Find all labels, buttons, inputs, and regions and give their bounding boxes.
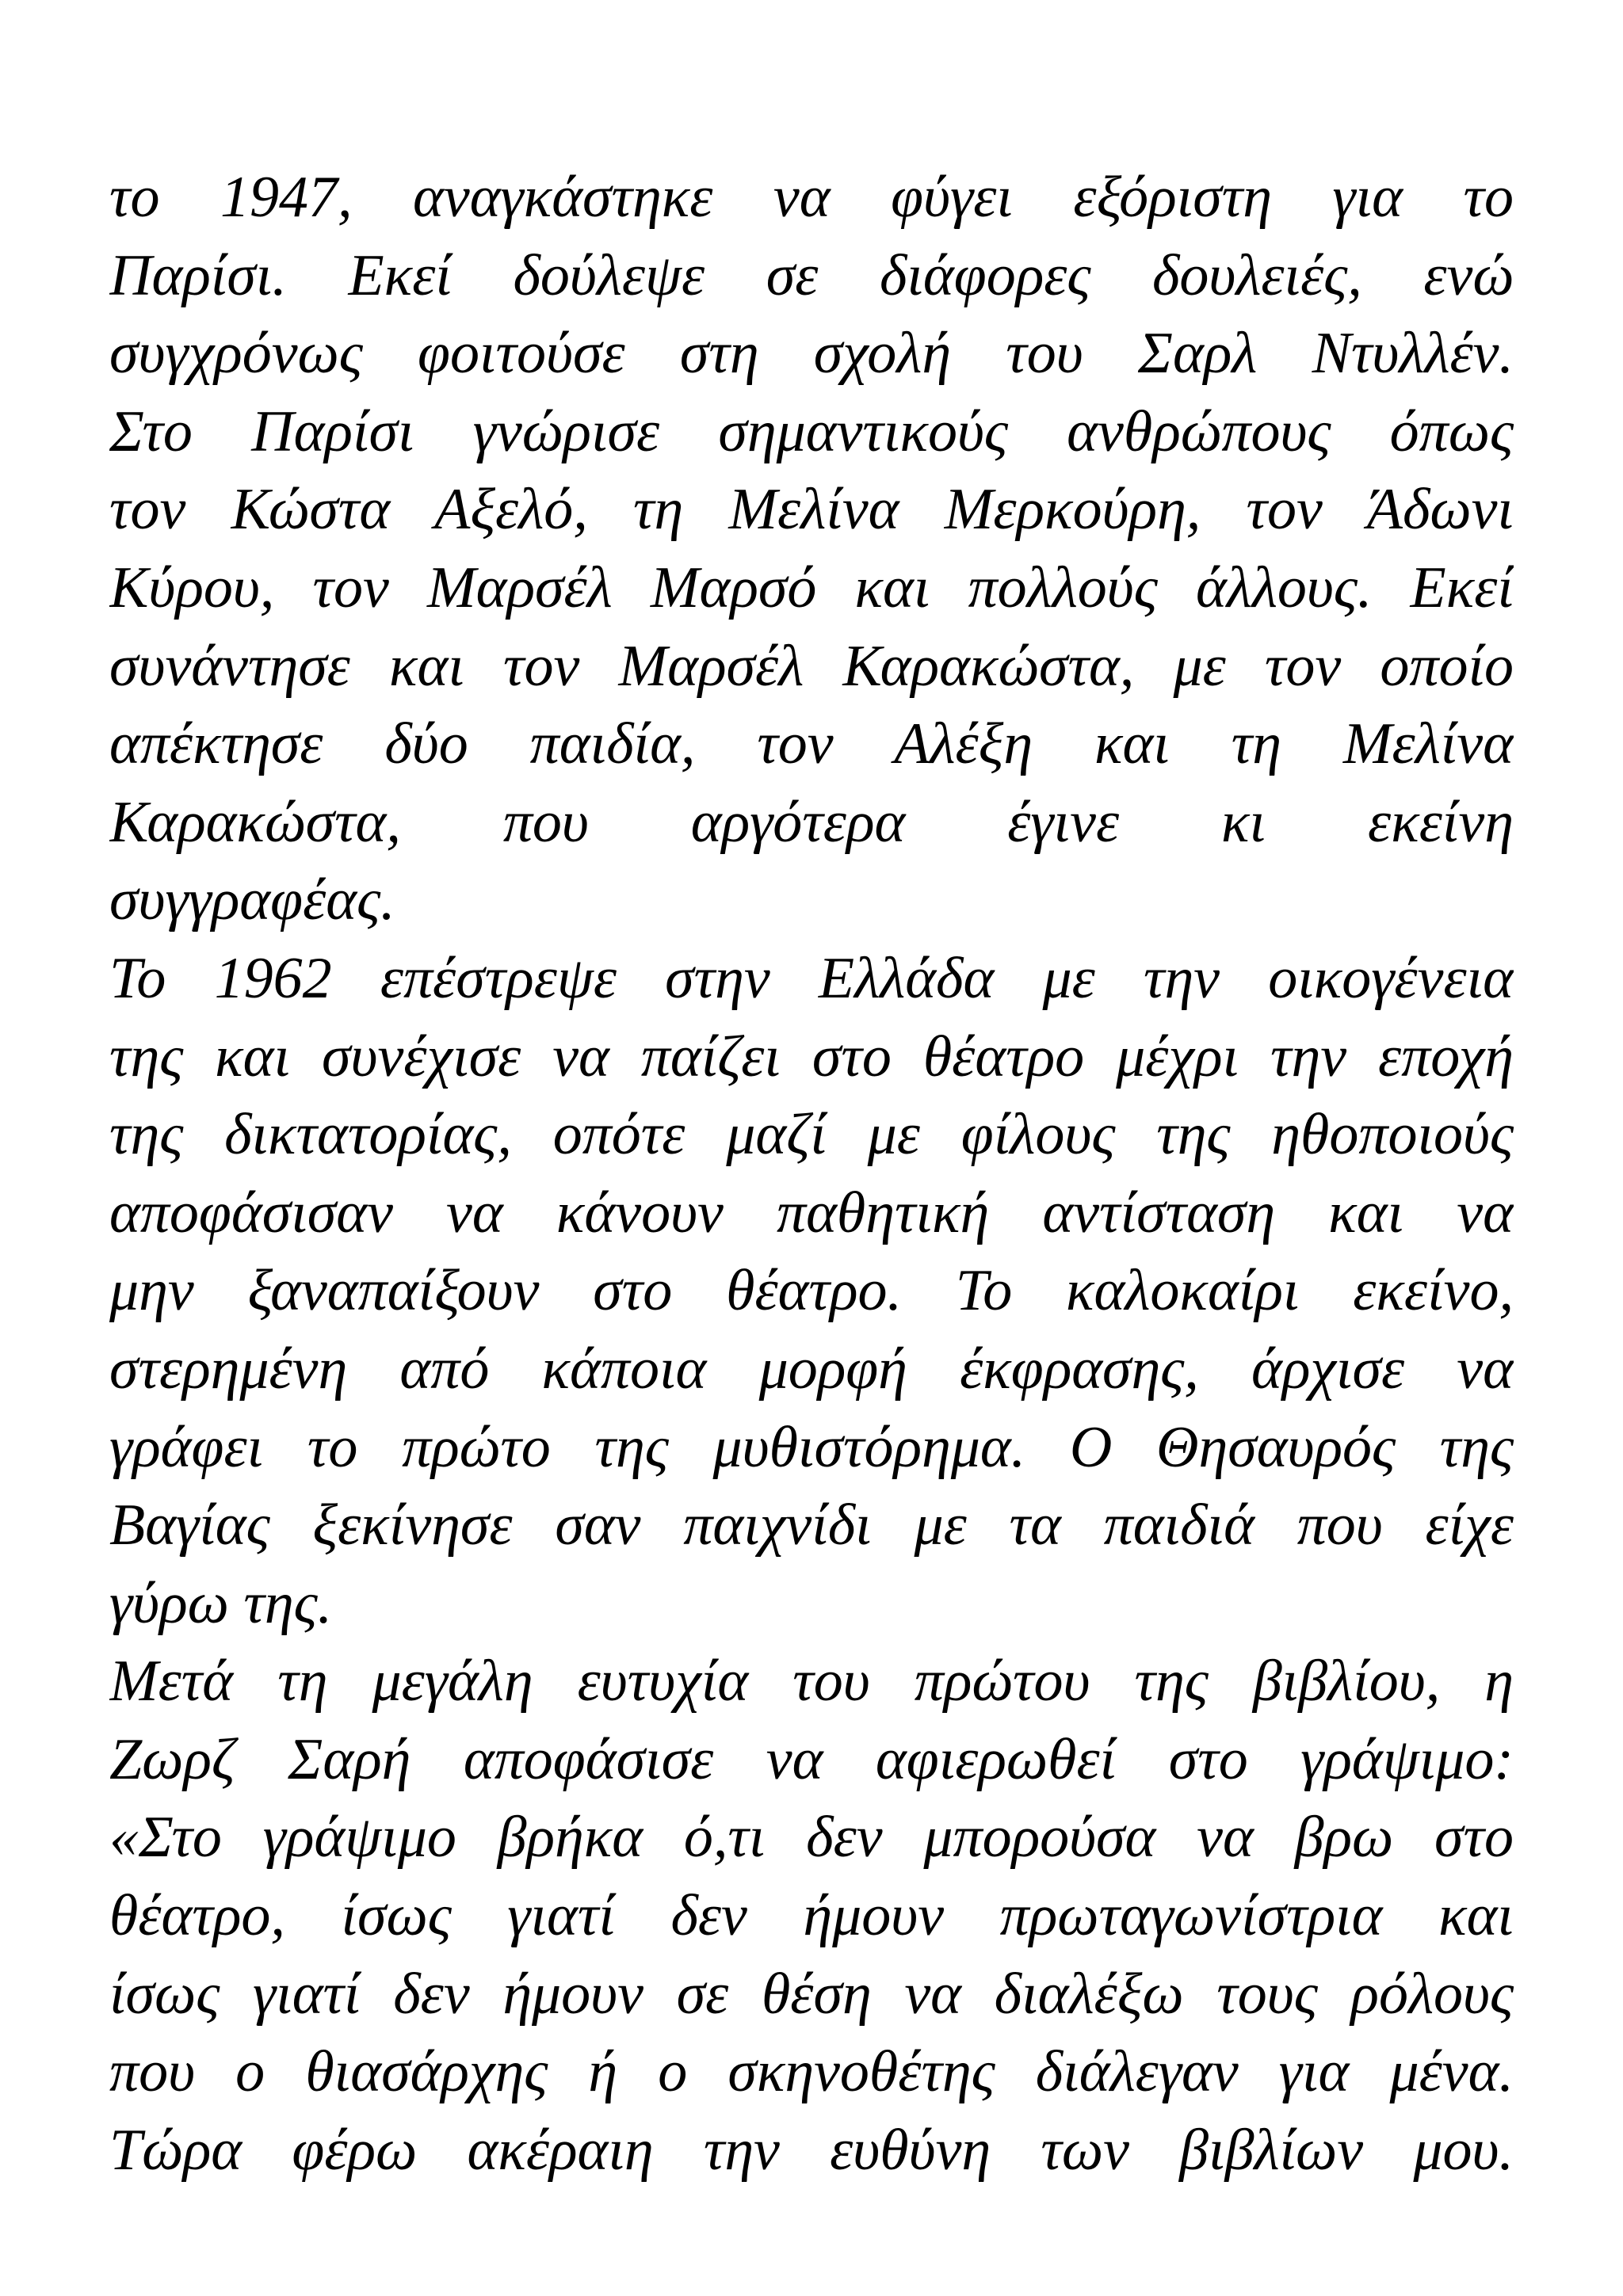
text-line: Μετά τη μεγάλη ευτυχία του πρώτου της βιβλίου, η	[109, 1649, 1514, 1714]
text-line: που ο θιασάρχης ή ο σκηνοθέτης διάλεγαν για μένα.	[109, 2039, 1514, 2105]
text-line: γράφει το πρώτο της μυθιστόρημα. Ο Θησαυρός της	[109, 1414, 1514, 1480]
text-line: Κύρου, τον Μαρσέλ Μαρσό και πολλούς άλλους. Εκεί	[109, 555, 1514, 620]
text-line: Ζωρζ Σαρή αποφάσισε να αφιερωθεί στο γράψιμο:	[109, 1726, 1514, 1792]
text-line: Βαγίας ξεκίνησε σαν παιχνίδι με τα παιδιά που είχε	[109, 1493, 1514, 1558]
text-line: της δικτατορίας, οπότε μαζί με φίλους της ηθοποιούς	[109, 1102, 1514, 1168]
text-line: Παρίσι. Εκεί δούλεψε σε διάφορες δουλειές, ενώ	[109, 242, 1514, 308]
text-line: αποφάσισαν να κάνουν παθητική αντίσταση και να	[109, 1180, 1514, 1245]
text-line: ίσως γιατί δεν ήμουν σε θέση να διαλέξω τους ρόλους	[109, 1961, 1514, 2027]
text-line: απέκτησε δύο παιδία, τον Αλέξη και τη Μελίνα	[109, 711, 1514, 777]
text-line: Καρακώστα, που αργότερα έγινε κι εκείνη	[109, 789, 1514, 855]
body-text	[109, 158, 1514, 2189]
text-line: συνάντησε και τον Μαρσέλ Καρακώστα, με τον οποίο	[109, 633, 1514, 699]
text-line: τον Κώστα Αξελό, τη Μελίνα Μερκούρη, τον Άδωνι	[109, 477, 1514, 543]
text-line: «Στο γράψιμο βρήκα ό,τι δεν μπορούσα να βρω στο	[109, 1805, 1514, 1871]
text-line: μην ξαναπαίξουν στο θέατρο. Το καλοκαίρι εκείνο,	[109, 1258, 1514, 1324]
text-line: συγχρόνως φοιτούσε στη σχολή του Σαρλ Ντυλλέν.	[109, 321, 1514, 387]
text-line: της και συνέχισε να παίζει στο θέατρο μέχρι την εποχή	[109, 1024, 1514, 1089]
text-line: θέατρο, ίσως γιατί δεν ήμουν πρωταγωνίστρια και	[109, 1883, 1514, 1949]
text-line: συγγραφέας.	[109, 868, 395, 933]
text-line: Στο Παρίσι γνώρισε σημαντικούς ανθρώπους όπως	[109, 399, 1514, 464]
text-line: Τώρα φέρω ακέραιη την ευθύνη των βιβλίων μου.	[109, 2117, 1514, 2183]
text-line: γύρω της.	[109, 1570, 333, 1636]
text-line: το 1947, αναγκάστηκε να φύγει εξόριστη για το	[109, 165, 1514, 230]
text-line: στερημένη από κάποια μορφή έκφρασης, άρχισε να	[109, 1336, 1514, 1402]
text-line: Το 1962 επέστρεψε στην Ελλάδα με την οικογένεια	[109, 945, 1514, 1011]
